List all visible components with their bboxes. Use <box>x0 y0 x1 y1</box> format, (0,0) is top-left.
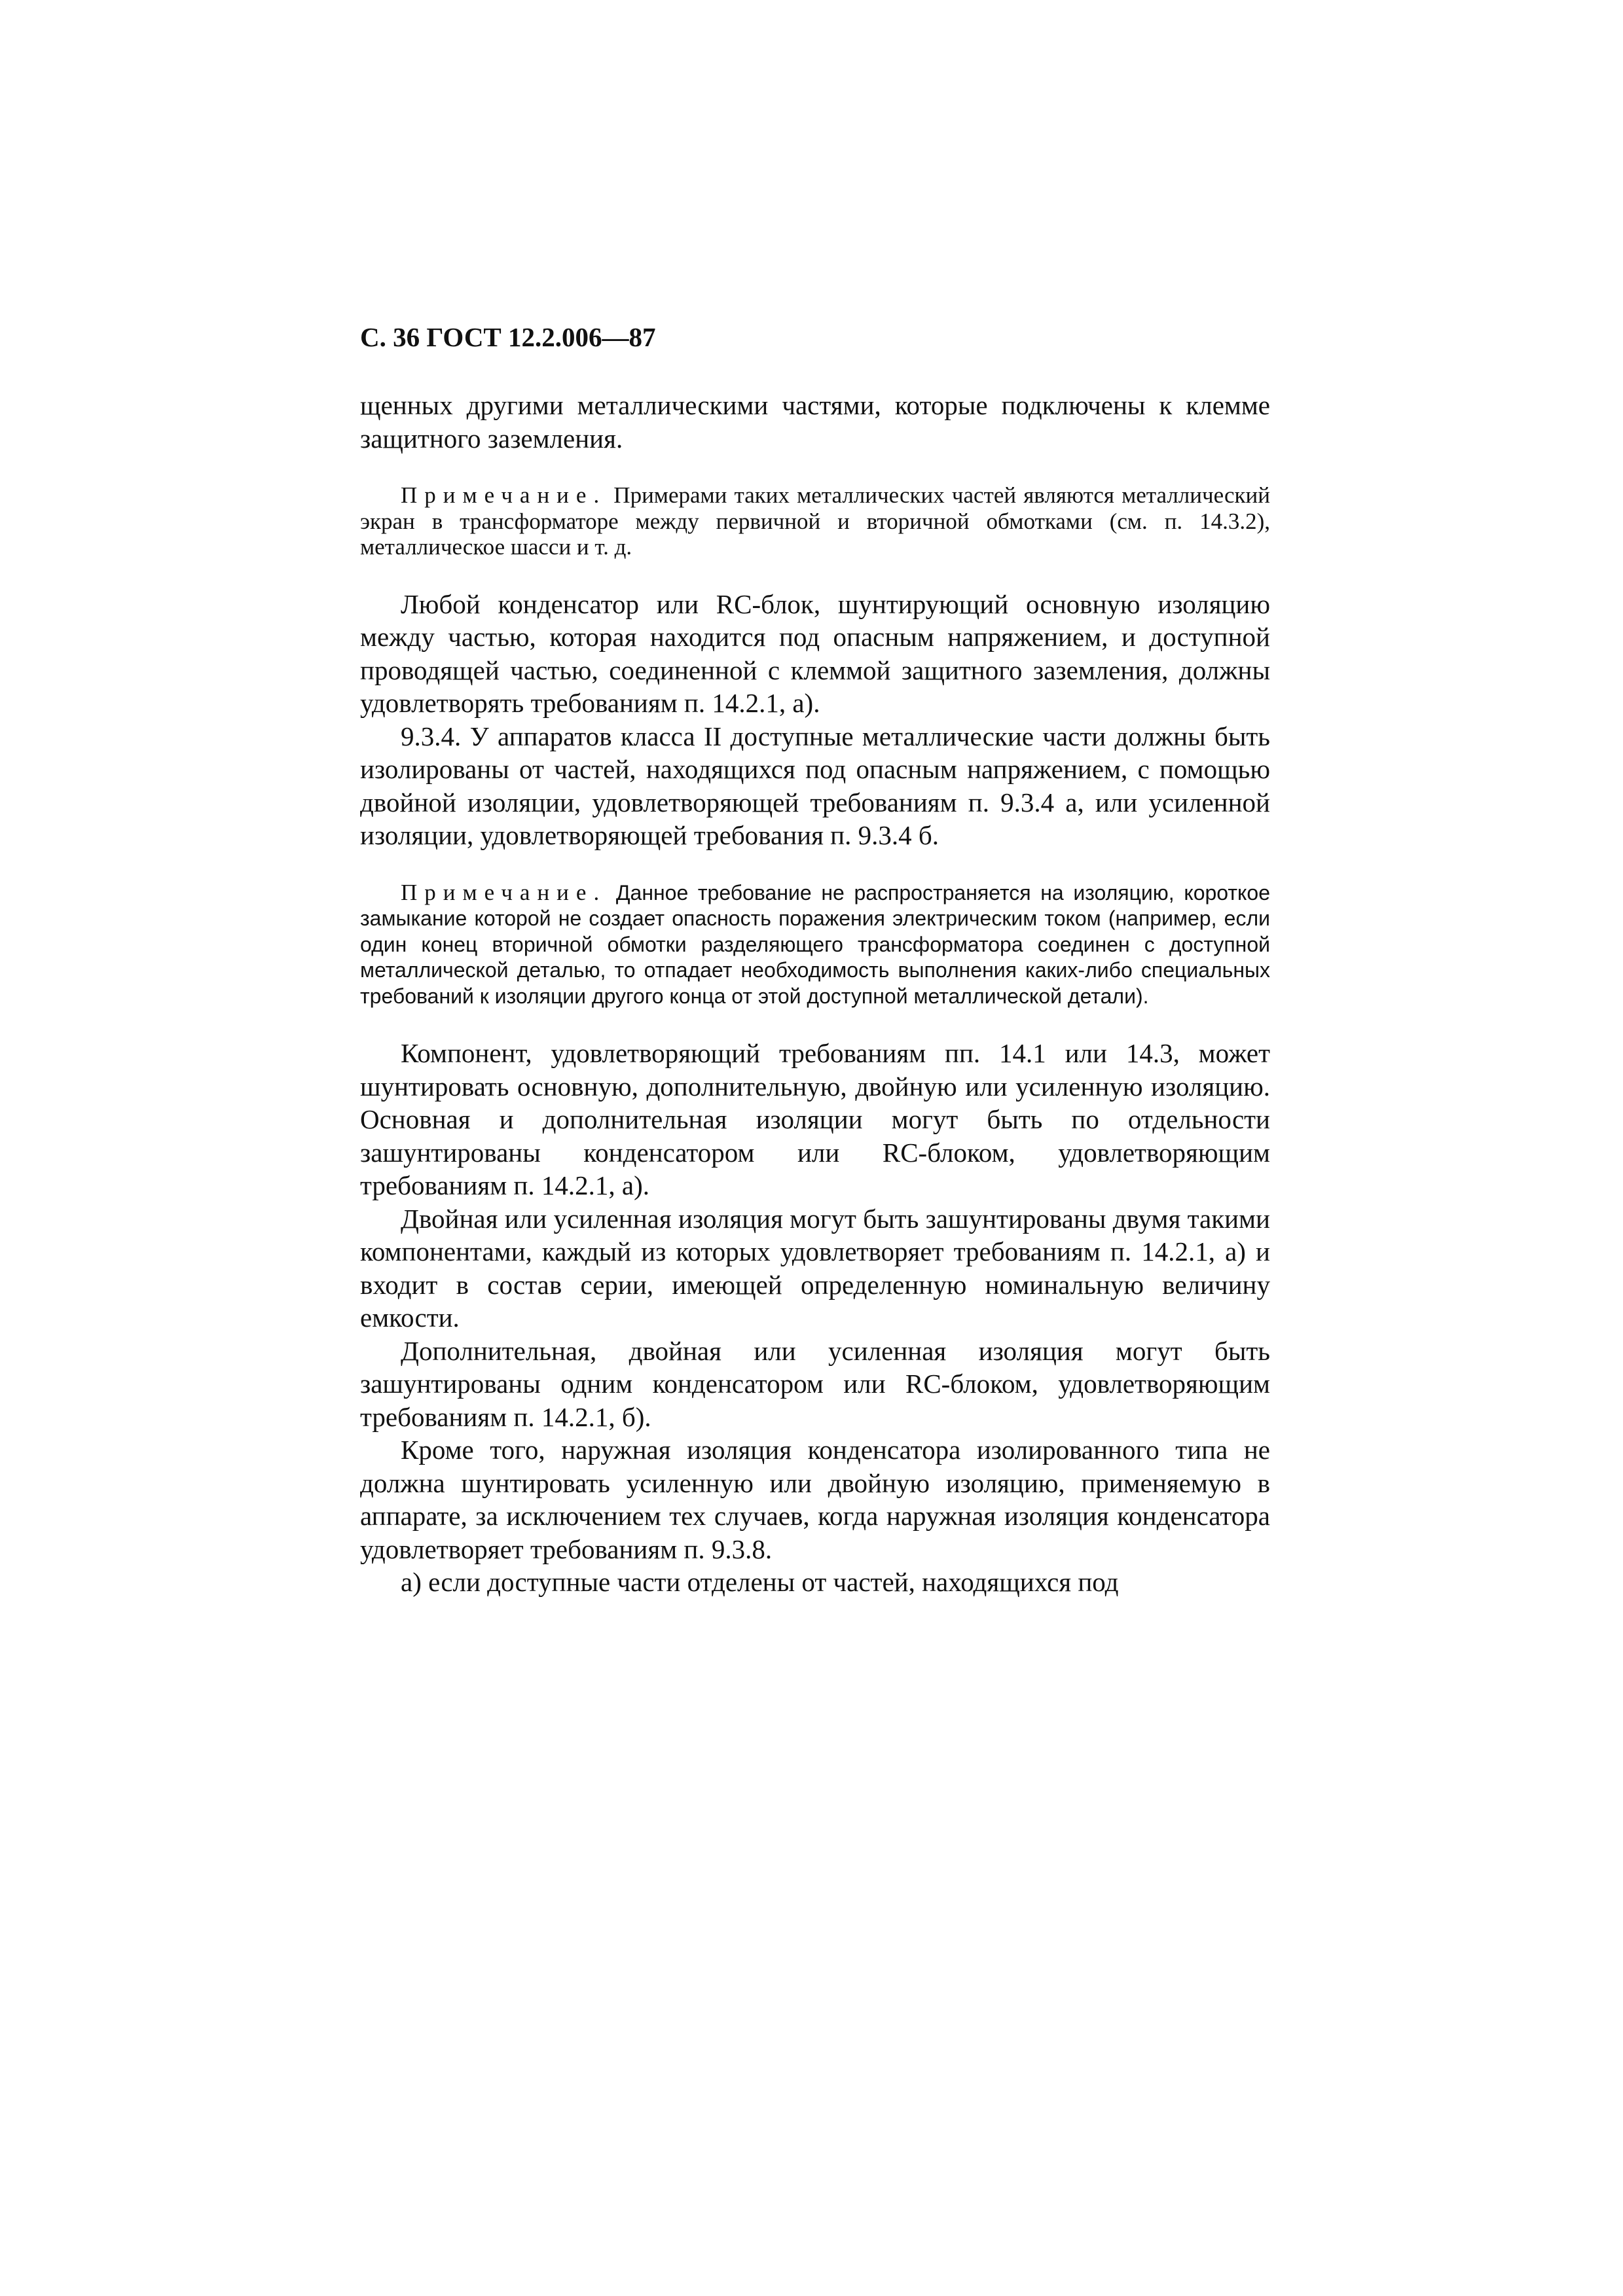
note-2-label: Примечание. <box>401 879 607 905</box>
note-2-text: Данное требование не распространяется на изоляцию, короткое замыкание которой не создает опасность поражения электрическим током (например, если один конец вторичной обмотки разделяющего трансформатора соединен с доступной металлической деталью, то отпадает необходимость выполнения каких-либо специальных требований к изоляции другого конца от этой доступной металлической детали). <box>360 880 1270 1008</box>
paragraph-component: Компонент, удовлетворяющий требованиям пп. 14.1 или 14.3, может шунтировать основную, дополнительную, двойную или усиленную изоляцию. Основная и дополнительная изоляции могут быть по отдельности зашунтированы конденсатором или RC-блоком, удовлетворяющим требованиям п. 14.2.1, а). <box>360 1038 1270 1200</box>
note-1 <box>360 482 1270 560</box>
note-2 <box>360 880 1270 1010</box>
paragraph-additional-insulation: Дополнительная, двойная или усиленная изоляция могут быть зашунтированы одним конденсатором или RC-блоком, удовлетворяющим требованиям п. 14.2.1, б). <box>360 1335 1270 1432</box>
paragraph-9-3-4: 9.3.4. У аппаратов класса II доступные металлические части должны быть изолированы от частей, находящихся под опасным напряжением, с помощью двойной изоляции, удовлетворяющей требованиям п. 9.3.4 а, или усиленной изоляции, удовлетворяющей требования п. 9.3.4 б. <box>360 721 1270 850</box>
paragraph-external-insulation: Кроме того, наружная изоляция конденсатора изолированного типа не должна шунтировать усиленную или двойную изоляцию, применяемую в аппарате, за исключением тех случаев, когда наружная изоляция конденсатора удовлетворяет требованиям п. 9.3.8. <box>360 1435 1270 1564</box>
paragraph-double-insulation: Двойная или усиленная изоляция могут быть зашунтированы двумя такими компонентами, каждый из которых удовлетворяет требованиям п. 14.2.1, а) и входит в состав серии, имеющей определенную номинальную величину емкости. <box>360 1203 1270 1333</box>
paragraph-capacitor: Любой конденсатор или RC-блок, шунтирующий основную изоляцию между частью, которая находится под опасным напряжением, и доступной проводящей частью, соединенной с клеммой защитного заземления, должны удовлетворять требованиям п. 14.2.1, а). <box>360 588 1270 718</box>
paragraph-item-a: а) если доступные части отделены от частей, находящихся под <box>401 1567 1119 1597</box>
paragraph-continuation: щенных другими металлическими частями, которые подключены к клемме защитного заземления. <box>360 390 1270 454</box>
page-header: С. 36 ГОСТ 12.2.006—87 <box>360 322 656 352</box>
document-page <box>360 321 1270 1599</box>
note-1-text: Примерами таких металлических частей являются металлический экран в трансформаторе между первичной и вторичной обмотками (см. п. 14.3.2), металлическое шасси и т. д. <box>360 482 1270 560</box>
note-1-label: Примечание. <box>401 482 607 508</box>
